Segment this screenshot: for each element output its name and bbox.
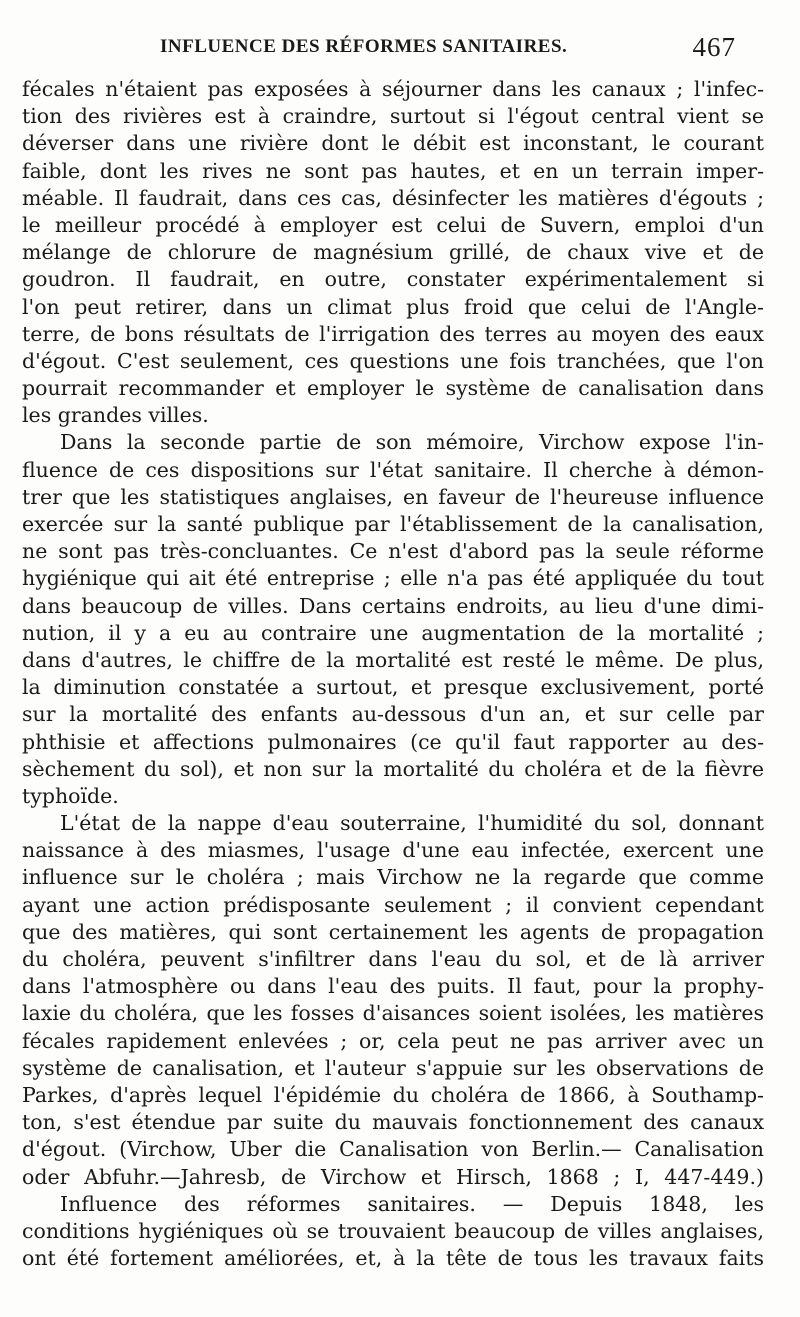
text-line: pourrait recommander et employer le système de canalisation dans [22, 376, 764, 401]
text-line: influence sur le choléra ; mais Virchow ne la regarde que comme [22, 865, 764, 890]
text-line: terre, de bons résultats de l'irrigation des terres au moyen des eaux [22, 321, 764, 346]
text-line: phthisie et affections pulmonaires (ce qu'il faut rapporter au des- [22, 729, 764, 754]
text-line: naissance à des miasmes, l'usage d'une eau infectée, exercent une [22, 838, 764, 863]
text-line: trer que les statistiques anglaises, en faveur de l'heureuse influence [22, 484, 764, 509]
text-line: la diminution constatée a surtout, et presque exclusivement, porté [22, 675, 764, 700]
text-line: faible, dont les rives ne sont pas hautes, et en un terrain imper- [22, 158, 764, 183]
text-line: typhoïde. [22, 783, 119, 808]
text-line: méable. Il faudrait, dans ces cas, désinfecter les matières d'égouts ; [22, 185, 764, 210]
paragraph-4 [22, 1191, 764, 1273]
text-line: laxie du choléra, que les fosses d'aisances soient isolées, les matières [22, 1001, 764, 1026]
paragraph-3 [22, 810, 764, 1191]
text-line: goudron. Il faudrait, en outre, constater expérimentalement si [22, 267, 764, 292]
text-line: ton, s'est étendue par suite du mauvais fonctionnement des canaux [22, 1110, 764, 1135]
text-line: d'égout. C'est seulement, ces questions une fois tranchées, que l'on [22, 348, 764, 373]
text-line: les grandes villes. [22, 403, 209, 428]
text-line: l'on peut retirer, dans un climat plus froid que celui de l'Angle- [22, 294, 764, 319]
text-line: dans beaucoup de villes. Dans certains endroits, au lieu d'une dimi- [22, 593, 764, 618]
text-line: ayant une action prédisposante seulement ; il convient cependant [22, 892, 764, 917]
text-line: le meilleur procédé à employer est celui de Suvern, emploi d'un [22, 212, 764, 237]
text-line: hygiénique qui ait été entreprise ; elle n'a pas été appliquée du tout [22, 566, 764, 591]
section-heading-line: Influence des réformes sanitaires. — Depuis 1848, les [60, 1191, 764, 1216]
paragraph-2 [22, 429, 764, 810]
text-line: Dans la seconde partie de son mémoire, Virchow expose l'in- [60, 430, 764, 455]
text-line: oder Abfuhr.—Jahresb, de Virchow et Hirsch, 1868 ; I, 447-449.) [22, 1164, 764, 1189]
page-number: 467 [692, 32, 736, 62]
running-header [160, 32, 760, 62]
text-line: fécales n'étaient pas exposées à séjourner dans les canaux ; l'infec- [22, 77, 764, 101]
text-line: mélange de chlorure de magnésium grillé, de chaux vive et de [22, 240, 764, 265]
text-line: nution, il y a eu au contraire une augmentation de la mortalité ; [22, 620, 764, 645]
text-line: sèchement du sol), et non sur la mortalité du choléra et de la fièvre [22, 756, 764, 781]
text-line: fécales rapidement enlevées ; or, cela peut ne pas arriver avec un [22, 1028, 764, 1053]
body-text [22, 76, 764, 1272]
text-line: déverser dans une rivière dont le débit est inconstant, le courant [22, 131, 764, 156]
text-line: tion des rivières est à craindre, surtout si l'égout central vient se [22, 104, 764, 129]
text-line: dans l'atmosphère ou dans l'eau des puits. Il faut, pour la prophy- [22, 974, 764, 999]
text-line: que des matières, qui sont certainement les agents de propagation [22, 919, 764, 944]
text-line: Parkes, d'après lequel l'épidémie du choléra de 1866, à Southamp- [22, 1082, 764, 1107]
text-line: exercée sur la santé publique par l'établissement de la canalisation, [22, 512, 764, 536]
paragraph-1 [22, 76, 764, 429]
text-line: conditions hygiéniques où se trouvaient beaucoup de villes anglaises, [22, 1218, 764, 1243]
text-line: ont été fortement améliorées, et, à la tête de tous les travaux faits [22, 1246, 764, 1271]
text-line: du choléra, peuvent s'infiltrer dans l'eau du sol, et de là arriver [22, 947, 764, 971]
text-line: système de canalisation, et l'auteur s'appuie sur les observations de [22, 1055, 764, 1080]
text-line: fluence de ces dispositions sur l'état sanitaire. Il cherche à démon- [22, 457, 764, 482]
running-title: INFLUENCE DES RÉFORMES SANITAIRES. [160, 36, 568, 57]
text-line: L'état de la nappe d'eau souterraine, l'humidité du sol, donnant [60, 811, 764, 836]
text-line: sur la mortalité des enfants au-dessous d'un an, et sur celle par [22, 702, 764, 727]
text-line: dans d'autres, le chiffre de la mortalité est resté le même. De plus, [22, 647, 764, 672]
text-line: ne sont pas très-concluantes. Ce n'est d'abord pas la seule réforme [22, 539, 764, 564]
text-line: d'égout. (Virchow, Uber die Canalisation von Berlin.— Canalisation [22, 1137, 764, 1162]
